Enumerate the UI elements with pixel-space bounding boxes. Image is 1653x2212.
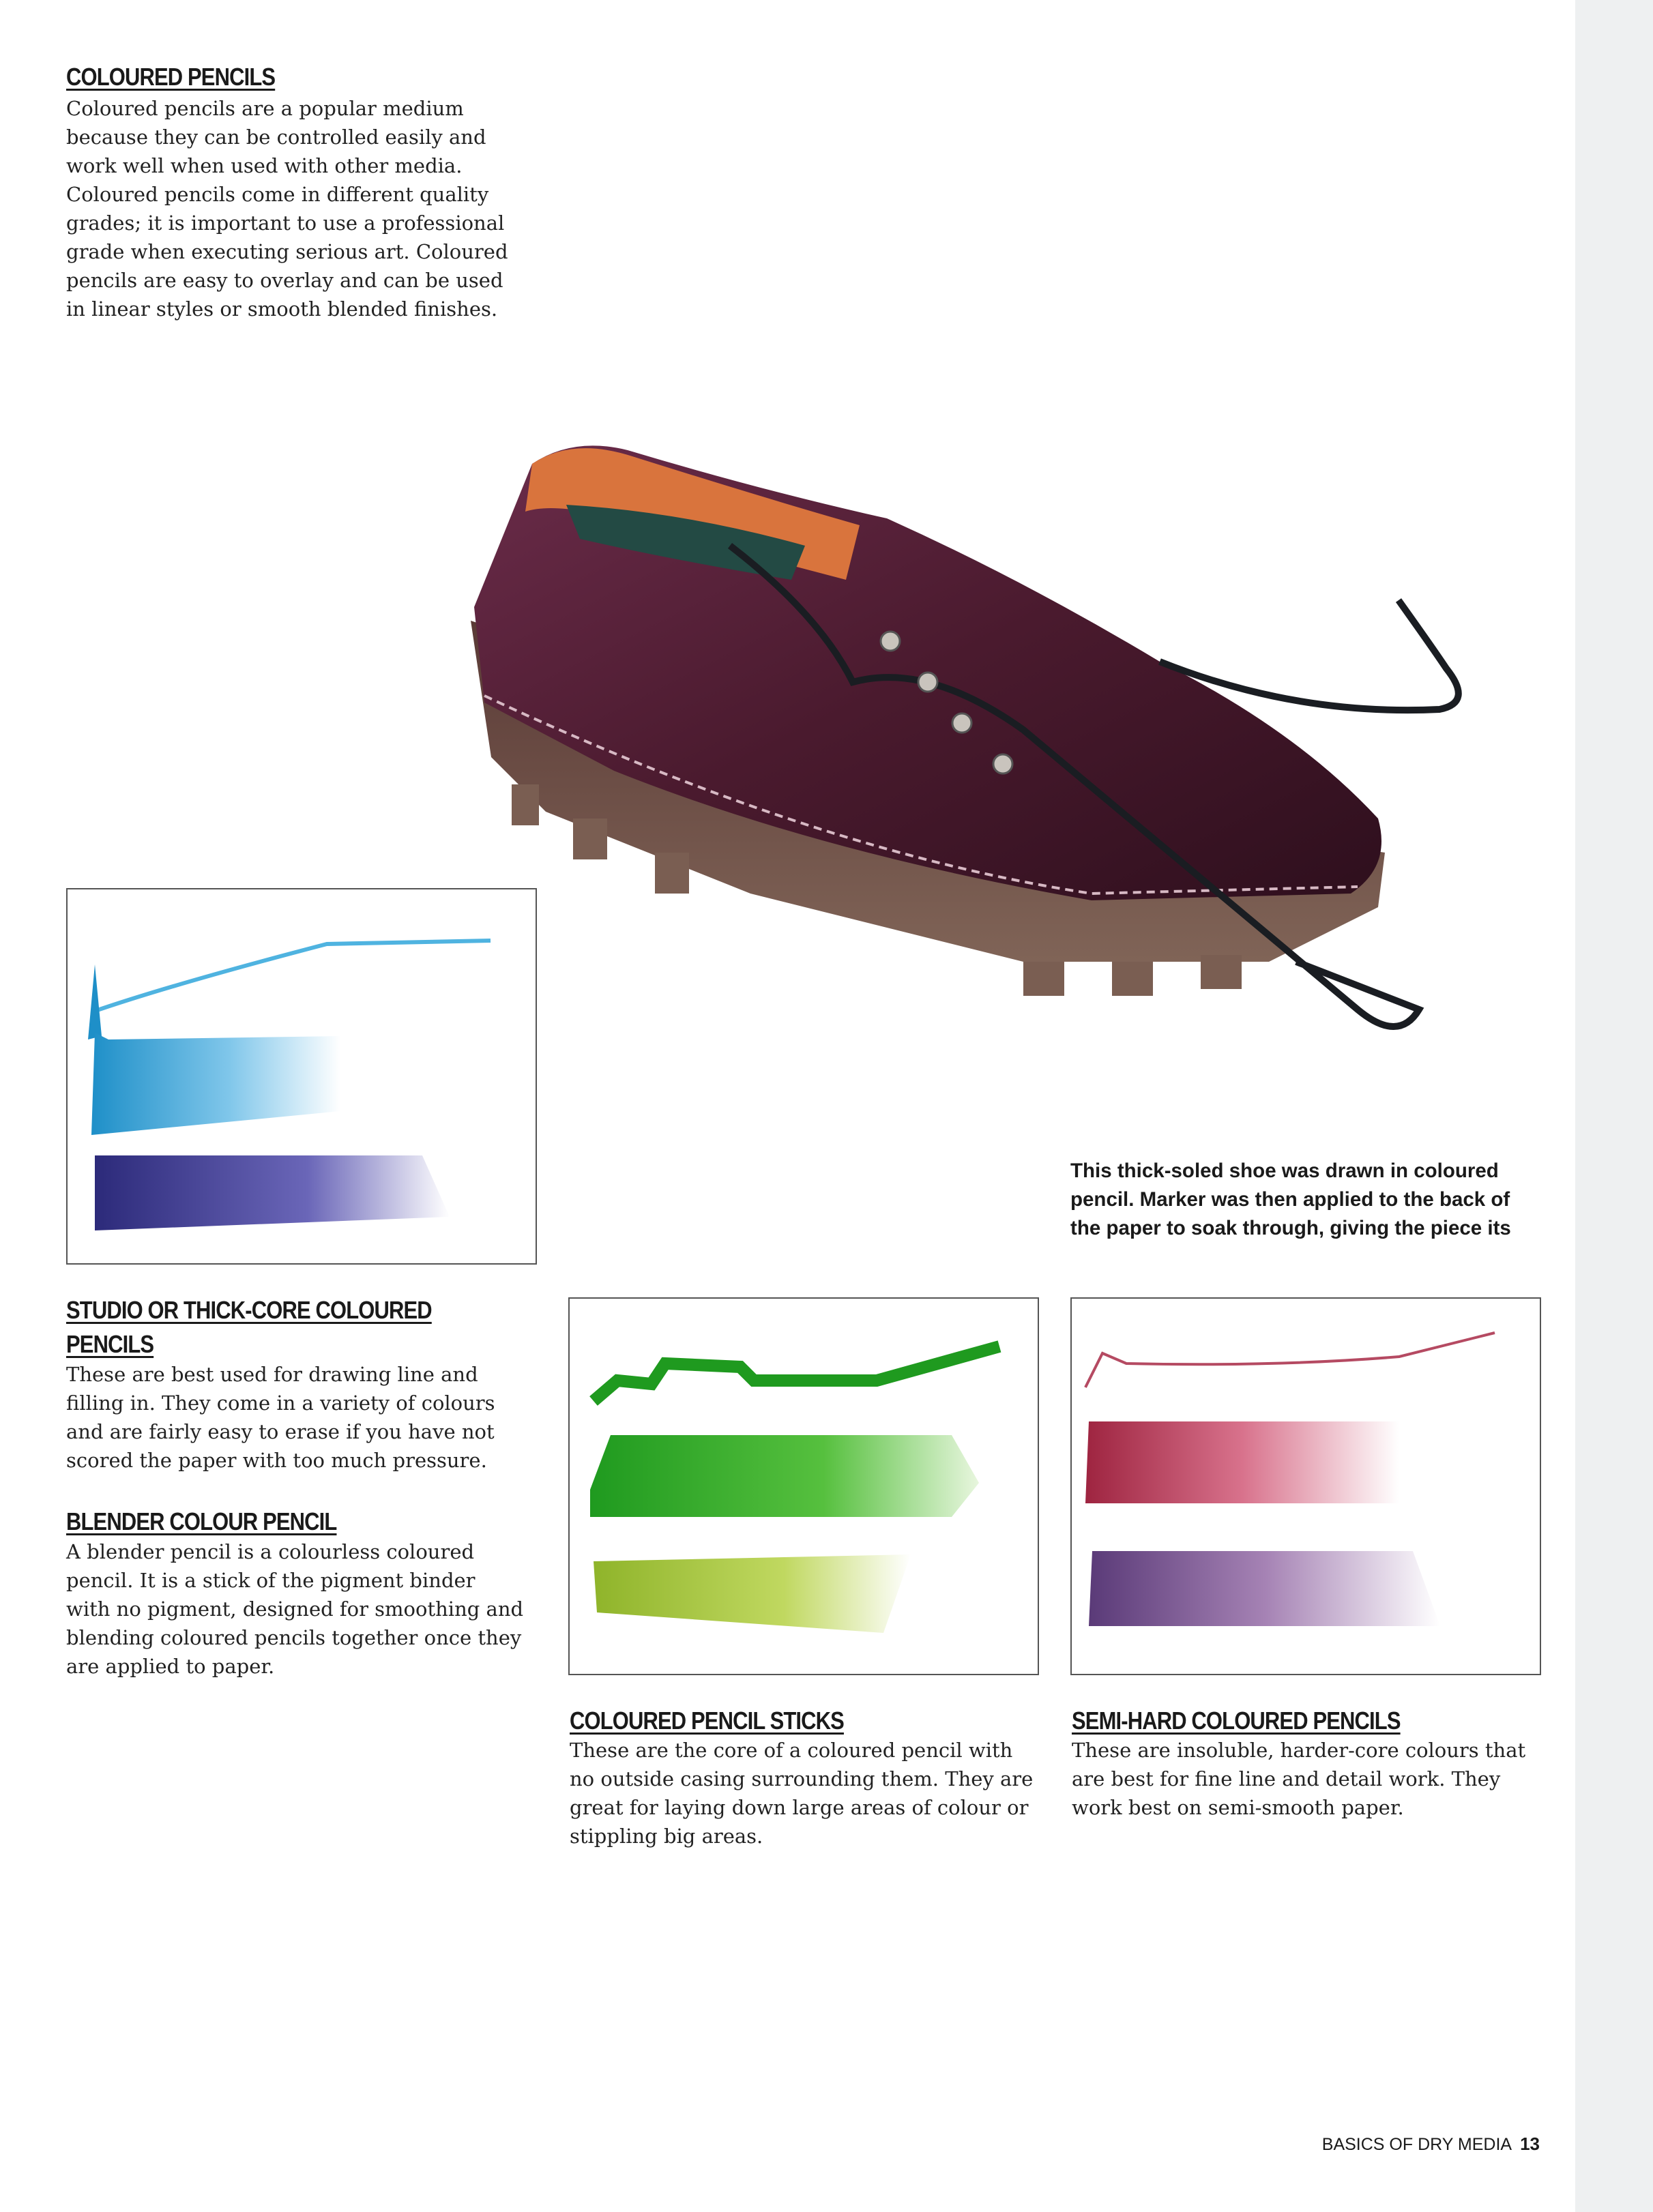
text-line: because they can be controlled easily and bbox=[66, 126, 486, 149]
shoe-illustration bbox=[409, 375, 1535, 1091]
text-line: work best on semi-smooth paper. bbox=[1072, 1796, 1404, 1819]
semihard-paragraph bbox=[1072, 1736, 1525, 1822]
footer-section-title: BASICS OF DRY MEDIA bbox=[1321, 2135, 1512, 2154]
swatch-fill-blue bbox=[91, 1033, 340, 1135]
swatch-fill-green bbox=[590, 1435, 979, 1517]
text-line: Coloured pencils are a popular medium bbox=[66, 97, 464, 120]
text-line: A blender pencil is a colourless coloured bbox=[66, 1540, 475, 1563]
heading-studio-line1: STUDIO OR THICK-CORE COLOURED bbox=[66, 1296, 432, 1324]
caption-line: pencil. Marker was then applied to the back of bbox=[1070, 1188, 1510, 1211]
page-footer bbox=[1322, 2134, 1540, 2155]
swatch-fill-indigo bbox=[95, 1155, 450, 1230]
swatch-fill-purple bbox=[1089, 1551, 1440, 1626]
heading-coloured-pencils: COLOURED PENCILS bbox=[66, 63, 276, 91]
sticks-paragraph bbox=[570, 1736, 1033, 1850]
swatch-box-sticks bbox=[568, 1297, 1039, 1675]
swatch-box-semihard bbox=[1070, 1297, 1541, 1675]
studio-paragraph bbox=[66, 1360, 495, 1475]
text-line: pencils are easy to overlay and can be used bbox=[66, 269, 503, 292]
heading-studio-line2: PENCILS bbox=[66, 1330, 154, 1358]
swatch-fill-lime bbox=[594, 1554, 911, 1633]
shoe-caption bbox=[1070, 1157, 1511, 1243]
text-line: grades; it is important to use a professional bbox=[66, 211, 505, 235]
text-line: grade when executing serious art. Coloured bbox=[66, 240, 508, 263]
swatch-fill-crimson bbox=[1085, 1421, 1399, 1503]
text-line: blending coloured pencils together once they bbox=[66, 1626, 522, 1649]
swatch-box-studio bbox=[66, 888, 537, 1265]
swatch-line-blue bbox=[91, 941, 491, 1012]
caption-line: This thick-soled shoe was drawn in coloured bbox=[1070, 1160, 1499, 1182]
intro-paragraph bbox=[66, 94, 508, 323]
text-line: in linear styles or smooth blended finishes. bbox=[66, 297, 498, 321]
heading-blender: BLENDER COLOUR PENCIL bbox=[66, 1507, 337, 1535]
swatch-tip-blue bbox=[88, 964, 102, 1039]
text-line: work well when used with other media. bbox=[66, 154, 463, 177]
text-line: These are the core of a coloured pencil with bbox=[570, 1739, 1013, 1762]
text-line: with no pigment, designed for smoothing and bbox=[66, 1597, 524, 1621]
text-line: are best for fine line and detail work. They bbox=[1072, 1767, 1501, 1790]
swatch-line-green bbox=[594, 1346, 999, 1401]
text-line: scored the paper with too much pressure. bbox=[66, 1449, 487, 1472]
text-line: no outside casing surrounding them. They are bbox=[570, 1767, 1034, 1790]
text-line: Coloured pencils come in different quality bbox=[66, 183, 489, 206]
blender-paragraph bbox=[66, 1537, 523, 1681]
heading-semihard: SEMI-HARD COLOURED PENCILS bbox=[1072, 1707, 1401, 1735]
text-line: and are fairly easy to erase if you have not bbox=[66, 1420, 495, 1443]
text-line: filling in. They come in a variety of colours bbox=[66, 1391, 495, 1415]
page-number: 13 bbox=[1520, 2134, 1540, 2154]
text-line: These are insoluble, harder-core colours that bbox=[1072, 1739, 1526, 1762]
text-line: pencil. It is a stick of the pigment binder bbox=[66, 1569, 476, 1592]
text-line: These are best used for drawing line and bbox=[66, 1363, 478, 1386]
text-line: stippling big areas. bbox=[570, 1825, 763, 1848]
page-edge-strip bbox=[1575, 0, 1653, 2212]
caption-line: the paper to soak through, giving the piece its bbox=[1070, 1217, 1511, 1239]
text-line: are applied to paper. bbox=[66, 1655, 275, 1678]
heading-sticks: COLOURED PENCIL STICKS bbox=[570, 1707, 844, 1735]
text-line: great for laying down large areas of colour or bbox=[570, 1796, 1029, 1819]
swatch-line-crimson bbox=[1085, 1333, 1495, 1387]
